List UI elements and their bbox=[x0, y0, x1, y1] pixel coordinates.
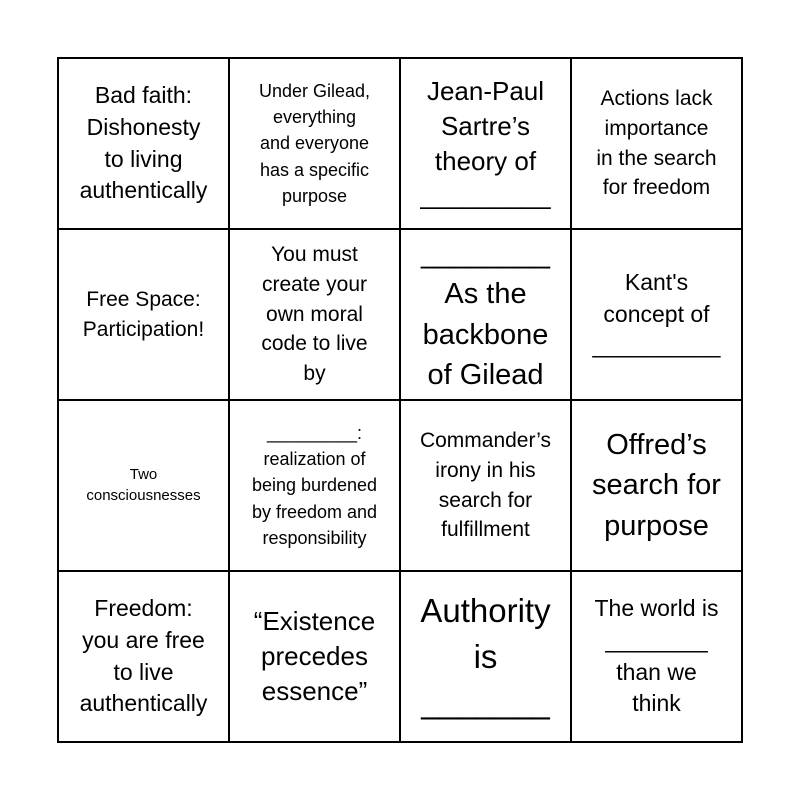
bingo-cell[interactable]: Offred’s search for purpose bbox=[571, 400, 742, 571]
bingo-board bbox=[57, 57, 743, 743]
bingo-cell[interactable]: Under Gilead, everything and everyone has a specific purpose bbox=[229, 58, 400, 229]
bingo-cell[interactable]: Actions lack importance in the search for freedom bbox=[571, 58, 742, 229]
bingo-cell[interactable]: Authority is _______ bbox=[400, 571, 571, 742]
bingo-cell[interactable]: The world is ________ than we think bbox=[571, 571, 742, 742]
bingo-cell-free-space[interactable]: Free Space: Participation! bbox=[58, 229, 229, 400]
bingo-cell[interactable]: Kant's concept of __________ bbox=[571, 229, 742, 400]
bingo-cell[interactable]: ________ As the backbone of Gilead bbox=[400, 229, 571, 400]
bingo-cell[interactable]: Jean-Paul Sartre’s theory of _________ bbox=[400, 58, 571, 229]
bingo-cell[interactable]: Freedom: you are free to live authentically bbox=[58, 571, 229, 742]
bingo-cell[interactable]: Commander’s irony in his search for fulfillment bbox=[400, 400, 571, 571]
bingo-cell[interactable]: Two consciousnesses bbox=[58, 400, 229, 571]
bingo-cell[interactable]: “Existence precedes essence” bbox=[229, 571, 400, 742]
bingo-cell[interactable]: _________: realization of being burdened by freedom and responsibility bbox=[229, 400, 400, 571]
bingo-cell[interactable]: You must create your own moral code to live by bbox=[229, 229, 400, 400]
bingo-cell[interactable]: Bad faith: Dishonesty to living authentically bbox=[58, 58, 229, 229]
